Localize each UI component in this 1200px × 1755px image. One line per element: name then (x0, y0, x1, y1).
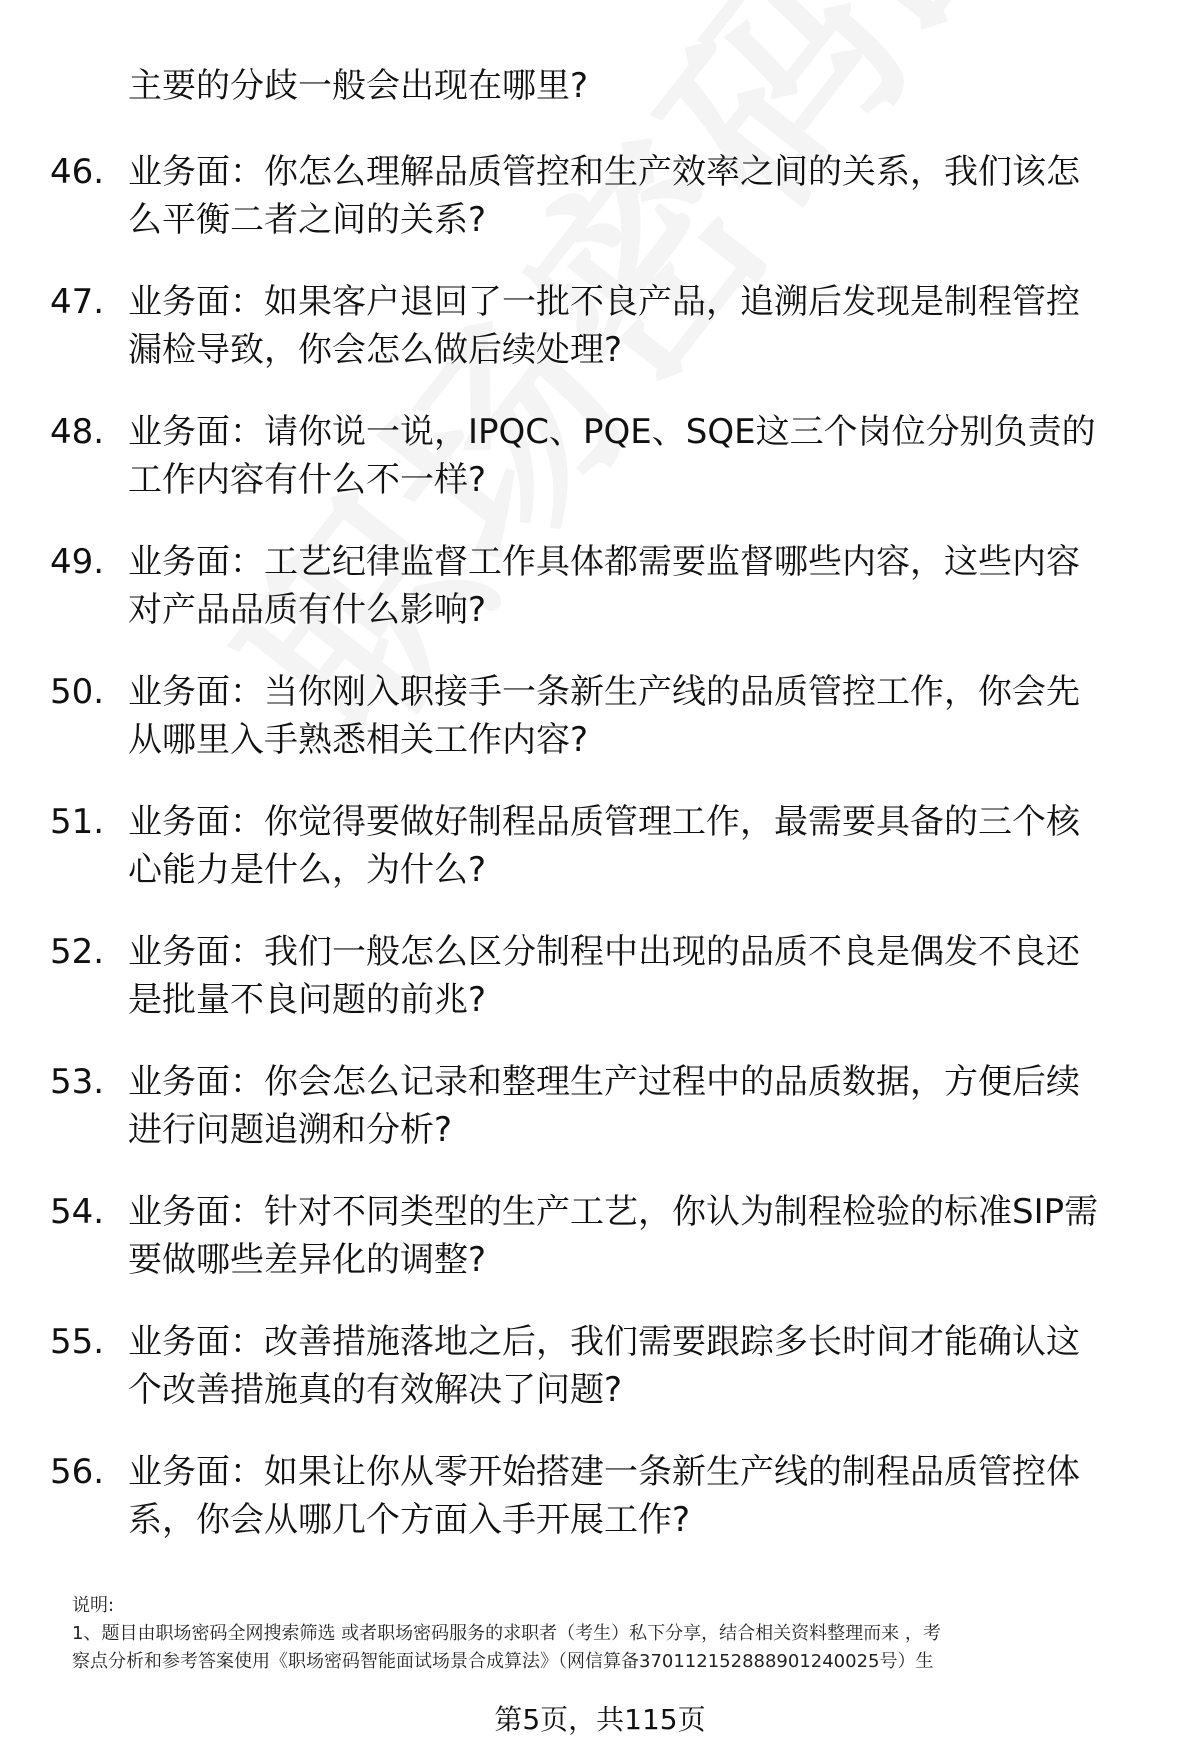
question-text-line: 系，你会从哪几个方面入手开展工作? (128, 1500, 691, 1540)
question-number: 48. (50, 412, 105, 452)
question-text-line: 业务面：针对不同类型的生产工艺，你认为制程检验的标准SIP需 (128, 1192, 1099, 1232)
question-text (128, 668, 1168, 764)
question-text (128, 1318, 1168, 1414)
question-item (0, 538, 1200, 668)
question-text-line: 业务面：改善措施落地之后，我们需要跟踪多长时间才能确认这 (128, 1322, 1080, 1362)
question-text (128, 798, 1168, 894)
question-text-line: 对产品品质有什么影响? (128, 590, 487, 630)
question-text-line: 么平衡二者之间的关系? (128, 200, 487, 240)
question-text (128, 928, 1168, 1024)
question-number: 55. (50, 1322, 105, 1362)
question-text-line: 业务面：当你刚入职接手一条新生产线的品质管控工作，你会先 (128, 672, 1080, 712)
question-item (0, 1188, 1200, 1318)
question-text-line: 业务面：你会怎么记录和整理生产过程中的品质数据，方便后续 (128, 1062, 1080, 1102)
question-text (128, 148, 1168, 244)
question-text-line: 从哪里入手熟悉相关工作内容? (128, 720, 589, 760)
question-text (128, 1188, 1168, 1284)
question-text (128, 408, 1168, 504)
question-number: 47. (50, 282, 105, 322)
question-text (128, 538, 1168, 634)
question-text-line: 个改善措施真的有效解决了问题? (128, 1370, 623, 1410)
question-number: 46. (50, 152, 105, 192)
question-text-line: 业务面：如果让你从零开始搭建一条新生产线的制程品质管控体 (128, 1452, 1080, 1492)
question-item (0, 408, 1200, 538)
question-number: 51. (50, 802, 105, 842)
question-item (0, 928, 1200, 1058)
question-text-line: 业务面：如果客户退回了一批不良产品，追溯后发现是制程管控 (128, 282, 1080, 322)
question-item (0, 278, 1200, 408)
notes-section (72, 1592, 1152, 1676)
page-footer: 第5页，共115页 (494, 1703, 706, 1736)
question-text-line: 要做哪些差异化的调整? (128, 1240, 487, 1280)
question-item (0, 668, 1200, 798)
notes-line-2: 察点分析和参考答案使用《职场密码智能面试场景合成算法》（网信算备370112152888901240025号）生 (72, 1651, 934, 1672)
continued-question-text: 主要的分歧一般会出现在哪里? (128, 66, 589, 106)
question-text (128, 1058, 1168, 1154)
question-item (0, 148, 1200, 278)
question-item (0, 1058, 1200, 1188)
question-text-line: 业务面：我们一般怎么区分制程中出现的品质不良是偶发不良还 (128, 932, 1080, 972)
question-number: 52. (50, 932, 105, 972)
question-text-line: 业务面：工艺纪律监督工作具体都需要监督哪些内容，这些内容 (128, 542, 1080, 582)
question-item (0, 1318, 1200, 1448)
notes-line-1: 1、题目由职场密码全网搜索筛选 或者职场密码服务的求职者（考生）私下分享，结合相关资料整理而来 ，考 (72, 1623, 941, 1644)
notes-title: 说明: (72, 1595, 115, 1616)
question-text-line: 业务面：你怎么理解品质管控和生产效率之间的关系，我们该怎 (128, 152, 1080, 192)
question-text-line: 漏检导致，你会怎么做后续处理? (128, 330, 623, 370)
question-number: 53. (50, 1062, 105, 1102)
question-number: 49. (50, 542, 105, 582)
question-text-line: 进行问题追溯和分析? (128, 1110, 453, 1150)
question-number: 50. (50, 672, 105, 712)
question-text (128, 1448, 1168, 1544)
question-list (0, 148, 1200, 1578)
question-text-line: 心能力是什么，为什么? (128, 850, 487, 890)
question-item (0, 798, 1200, 928)
question-text (128, 278, 1168, 374)
question-text-line: 工作内容有什么不一样? (128, 460, 487, 500)
question-text-line: 业务面：你觉得要做好制程品质管理工作，最需要具备的三个核 (128, 802, 1080, 842)
question-text-line: 是批量不良问题的前兆? (128, 980, 487, 1020)
question-number: 54. (50, 1192, 105, 1232)
question-number: 56. (50, 1452, 105, 1492)
question-text-line: 业务面：请你说一说，IPQC、PQE、SQE这三个岗位分别负责的 (128, 412, 1096, 452)
question-item (0, 1448, 1200, 1578)
